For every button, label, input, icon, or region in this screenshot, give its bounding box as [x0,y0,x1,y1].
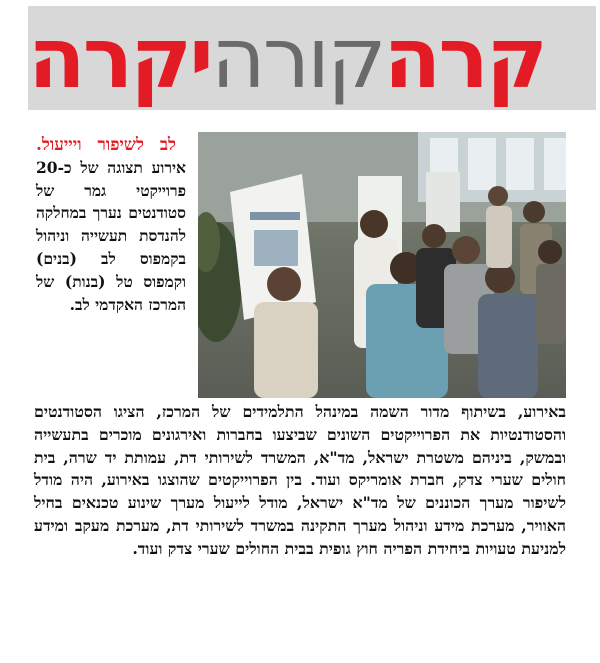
intro-text: אירוע תצוגה של כ-20 פרוייקטי גמר של סטודנטים נערך במחלקה להנדסת תעשייה וניהול בקמפוס לב (בנים) וקמפוס טל (בנות) של המרכז האקדמי לב. [36,157,186,314]
article-lead: לב לשיפור ויייעול. [36,135,176,155]
masthead-word-3: יקרה [28,9,211,107]
masthead-word-1: קרה [383,9,545,107]
article-body: באירוע, בשיתוף מדור השמה במינהל התלמידים של המרכז, הציגו הסטודנטים והסטודנטיות את הפרוייקטים השונים שביצעו בחברות ואירגונים מוכרים בתעשייה ובמשק, ביניהם משטרת ישראל, מד"א, המשרד לשירותי דת, עמותת יד שרה, בית חולים שערי צדק, חברת אומריקס ועוד. בין הפרוייקטים שהוצגו באירוע, היה מודל לשיפור מערך הכוננים של מד"א ישראל, מודל לייעול מערך שינוע טכנאים בחיל האוויר, מערכת מידע וניהול מערך התקינה במשרד לשירותי דת, מערכת מעקב ומידע למניעת טעויות ביחידת הפריה חוץ גופית בבית החולים שערי צדק ועוד. [34,402,566,558]
intro-column [36,134,186,316]
masthead-word-2: קורה [210,9,384,107]
section-masthead [28,6,596,110]
event-photo [198,132,566,398]
